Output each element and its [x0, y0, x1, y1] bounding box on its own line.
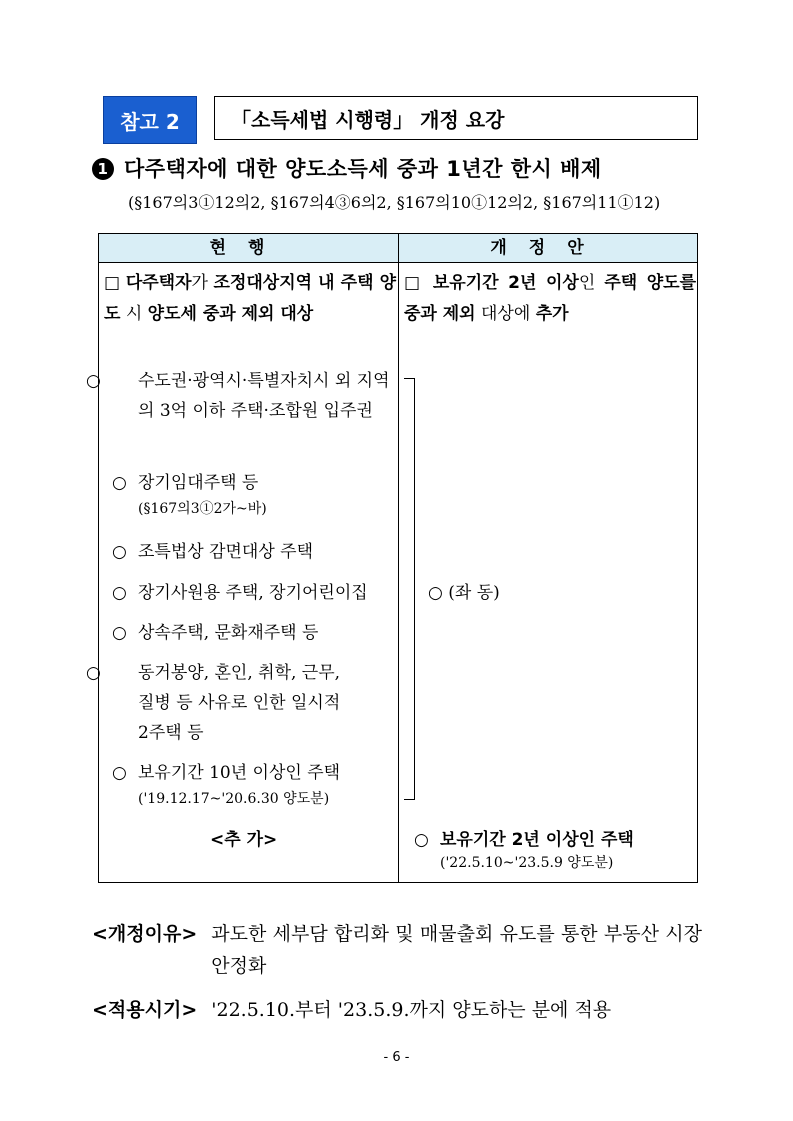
lead-bold-3: 양도세 중과 제외 대상	[147, 304, 314, 324]
list-item	[112, 758, 394, 810]
circle-bullet-icon: ○	[112, 763, 127, 783]
circle-bullet-icon: ○	[86, 663, 101, 683]
circle-bullet-icon: ○	[112, 473, 127, 493]
add-item-text: 보유기간 2년 이상인 주택	[440, 830, 634, 850]
item-text: 장기임대주택 등	[138, 473, 259, 493]
add-label: <추 가>	[210, 830, 278, 850]
lead-plain-2: 시	[120, 304, 148, 324]
item-sub: ('19.12.17~'20.6.30 양도분)	[138, 791, 330, 807]
list-item	[86, 658, 352, 748]
reason-label: <개정이유>	[92, 923, 198, 945]
rlead-bold-3: 추가	[535, 304, 569, 324]
item-text: 장기사원용 주택, 장기어린이집	[138, 583, 368, 603]
item-text: 수도권·광역시·특별자치시 외 지역의 3억 이하 주택·조합원 입주권	[138, 371, 390, 421]
list-item	[112, 468, 394, 520]
reference-badge: 참고 2	[103, 96, 197, 144]
circle-bullet-icon: ○	[112, 583, 127, 603]
same-as-left: ○ (좌 동)	[428, 583, 500, 603]
section-heading	[92, 153, 602, 183]
rlead-plain-2: 대상에	[475, 304, 536, 324]
circle-bullet-icon: ○	[414, 830, 429, 850]
checkbox-icon: □	[404, 273, 424, 293]
section-number-icon: 1	[92, 158, 114, 180]
list-item	[86, 366, 394, 426]
circle-bullet-icon: ○	[112, 542, 127, 562]
list-item	[112, 578, 394, 608]
item-text: 보유기간 10년 이상인 주택	[138, 763, 341, 783]
add-item-sub: ('22.5.10~'23.5.9 양도분)	[440, 855, 614, 871]
effective-date	[92, 995, 611, 1022]
lead-plain-1: 가	[191, 273, 214, 293]
rlead-plain-1: 인	[578, 273, 605, 293]
circle-bullet-icon: ○	[86, 371, 101, 391]
list-item	[112, 537, 394, 567]
add-item	[414, 825, 634, 876]
item-text: 조특법상 감면대상 주택	[138, 542, 314, 562]
revised-lead-text	[404, 268, 696, 330]
lead-bold-2: 조정대상지역 내 주택 양도	[104, 273, 396, 324]
bracket-icon	[404, 378, 415, 800]
apply-text: '22.5.10.부터 '23.5.9.까지 양도하는 분에 적용	[211, 999, 612, 1021]
page-number: - 6 -	[383, 1050, 410, 1065]
current-lead-text	[104, 268, 396, 330]
reason-text: 과도한 세부담 합리화 및 매물출회 유도를 통한 부동산 시장 안정화	[211, 923, 702, 977]
checkbox-icon: □	[104, 273, 121, 293]
circle-bullet-icon: ○	[112, 623, 127, 643]
list-item	[112, 618, 394, 648]
section-reference: (§167의3①12의2, §167의4③6의2, §167의10①12의2, §167의11①12)	[128, 193, 661, 212]
column-header-revised: 개정안	[490, 238, 606, 258]
section-heading-text: 다주택자에 대한 양도소득세 중과 1년간 한시 배제	[124, 157, 602, 181]
item-text: 상속주택, 문화재주택 등	[138, 623, 319, 643]
table-divider	[398, 233, 399, 883]
item-text: 동거봉양, 혼인, 취학, 근무, 질병 등 사유로 인한 일시적 2주택 등	[138, 663, 341, 743]
revision-reason	[92, 918, 702, 982]
column-header-current: 현행	[209, 238, 287, 258]
rlead-bold-2: 주택 양도를 중과 제외	[404, 273, 697, 324]
item-sub: (§167의3①2가~바)	[138, 501, 267, 517]
apply-label: <적용시기>	[92, 999, 198, 1021]
document-title: 「소득세법 시행령」 개정 요강	[214, 96, 698, 140]
lead-bold-1: 다주택자	[125, 273, 192, 293]
rlead-bold-1: 보유기간 2년 이상	[432, 273, 579, 293]
